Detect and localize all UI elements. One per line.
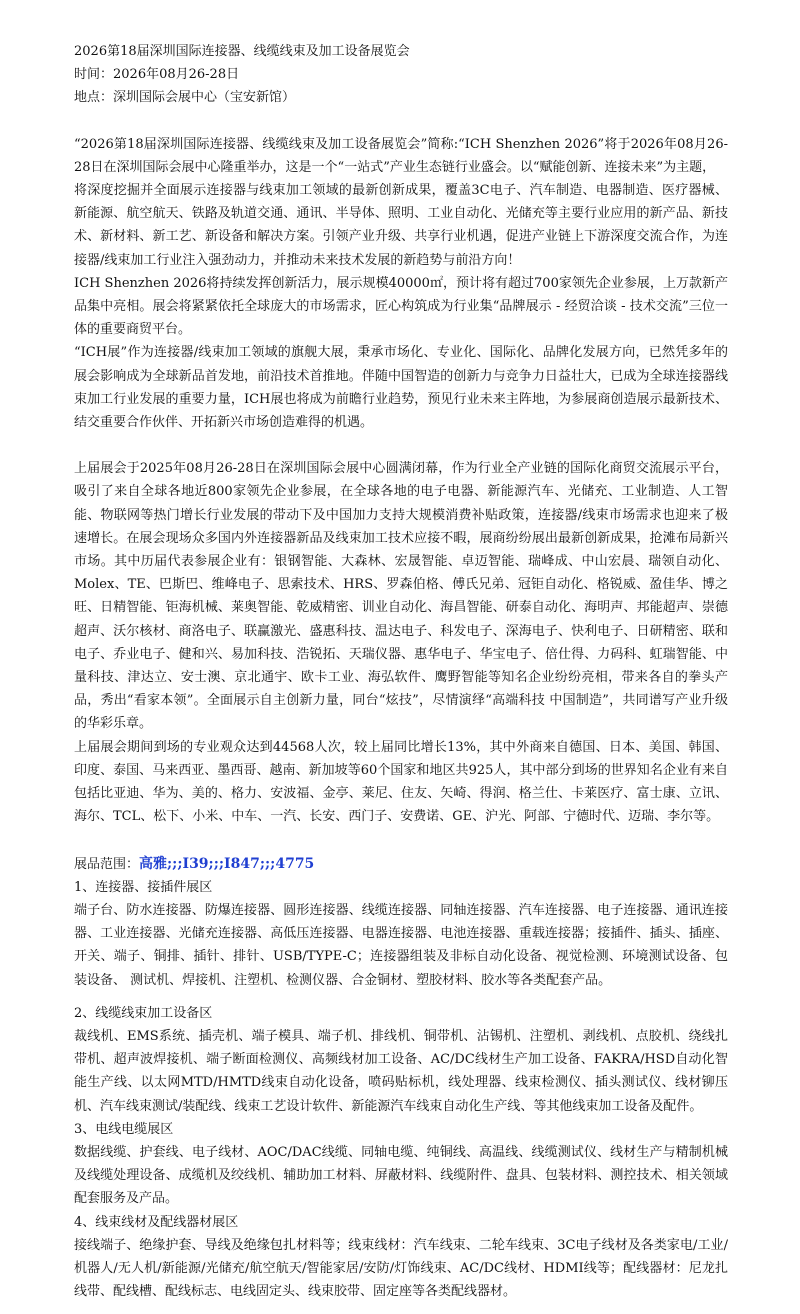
- intro-paragraph-1: “2026第18届深圳国际连接器、线缆线束及加工设备展览会”简称:“ICH Shenzhen 2026”将于2026年08月26-28日在深圳国际会展中心隆重举办，这是一个“一站式”产业生态链行业盛会。以“赋能创新、连接未来”为主题，: [74, 136, 728, 175]
- area-1-title: 1、连接器、接插件展区: [74, 879, 213, 895]
- area-3-text: 数据线缆、护套线、电子线材、AOC/DAC线缆、同轴电缆、纯铜线、高温线、线缆测试仪、线材生产与精制机械及线缆处理设备、成缆机及绞线机、辅助加工材料、屏蔽材料、线缆附件、盘具、包装材料、测控技术、相关领域配套服务及产品。: [74, 1144, 728, 1207]
- intro-paragraph-2: 将深度挖掘并全面展示连接器与线束加工领域的最新创新成果，覆盖3C电子、汽车制造、电器制造、医疗器械、新能源、航空航天、铁路及轨道交通、通讯、半导体、照明、工业自动化、光储充等主要行业应用的新产品、新技术、新材料、新工艺、新设备和解决方案。引领产业升级、共享行业机遇，促进产业链上下游深度交流合作，为连接器/线束加工行业注入强劲动力，并推动未来技术发展的新趋势与前沿方向！: [74, 183, 728, 268]
- intro-paragraph-3: ICH Shenzhen 2026将持续发挥创新活力，展示规模40000㎡，预计将有超过700家领先企业参展，上万款新产品集中亮相。展会将紧紧依托全球庞大的市场需求，匠心构筑成为行业集“品牌展示 - 经贸洽谈 - 技术交流”三位一体的重要商贸平台。: [74, 275, 728, 338]
- blank-line: [74, 992, 728, 1002]
- exhibition-title: 2026第18届深圳国际连接器、线缆线束及加工设备展览会: [74, 44, 410, 59]
- blank-line: [74, 110, 728, 133]
- contact-highlight: 高雅;;;I39;;;I847;;;4775: [139, 855, 315, 872]
- review-paragraph-1: 上届展会于2025年08月26-28日在深圳国际会展中心圆满闭幕，作为行业全产业链的国际化商贸交流展示平台，吸引了来自全球各地近800家领先企业参展，在全球各地的电子电器、新能源汽车、光储充、工业制造、人工智能、物联网等热门增长行业发展的带动下及中国加力支持大规模消费补贴政策，连接器/线束市场需求也迎来了极速增长。在展会现场众多国内外连接器新品及线束加工技术应接不暇，展商纷纷展出最新创新成果，抢滩布局新兴市场。其中历届代表参展企业有：银钢智能、大森林、宏晟智能、卓迈智能、瑞峰成、中山宏晨、瑞领自动化、Molex、TE、巴斯巴、维峰电子、思索技术、HRS、罗森伯格、傅氏兄弟、冠钜自动化、格锐威、盈佳华、博之旺、日精智能、钜海机械、莱奥智能、乾威精密、训业自动化、海昌智能、研泰自动化、海明声、邦能超声、崇德超声、沃尔核材、商洛电子、联赢激光、盛惠科技、温达电子、科发电子、深海电子、快利电子、日研精密、联和电子、乔业电子、健和兴、易加科技、浩锐拓、天瑞仪器、惠华电子、华宝电子、倍仕得、力码科、虹瑞智能、中量科技、津达立、安士澳、京北通宇、欧卡工业、海弘软件、鹰野智能等知名企业纷纷亮相，带来各自的拳头产品，秀出“看家本领”。全面展示自主创新力量，同台“炫技”，尽情演绎“高端科技 中国制造”，共同谱写产业升级的华彩乐章。: [74, 461, 728, 732]
- area-4-text: 接线端子、绝缘护套、导线及绝缘包扎材料等；线束线材：汽车线束、二轮车线束、3C电子线材及各类家电/工业/机器人/无人机/新能源/光储充/航空航天/智能家居/安防/灯饰线束、AC/DC线材、HDMI线等；配线器材：尼龙扎线带、配线槽、配线标志、电线固定头、线束胶带、固定座等各类配线器材。: [74, 1237, 728, 1300]
- scope-label: 展品范围：: [74, 856, 140, 872]
- blank-line: [74, 829, 728, 853]
- intro-paragraph-4: “ICH展”作为连接器/线束加工领域的旗舰大展，秉承市场化、专业化、国际化、品牌化发展方向，已然凭多年的展会影响成为全球新品首发地，前沿技术首推地。伴随中国智造的创新力与竞争力日益壮大，已成为全球连接器线束加工行业发展的重要力量，ICH展也将成为前瞻行业趋势，预见行业未来主阵地，为参展商创造展示最新技术、结交重要合作伙伴、开拓新兴市场创造难得的机遇。: [74, 345, 728, 431]
- area-3-title: 3、电线电缆展区: [74, 1121, 174, 1137]
- scope-heading: [74, 853, 728, 876]
- area-1-text: 端子台、防水连接器、防爆连接器、圆形连接器、线缆连接器、同轴连接器、汽车连接器、电子连接器、通讯连接器、工业连接器、光储充连接器、高低压连接器、电器连接器、电池连接器、重载连接器；接插件、插头、插座、开关、端子、铜排、插针、排针、USB/TYPE-C；连接器组装及非标自动化设备、视觉检测、环境测试设备、包装设备、 测试机、焊接机、注塑机、检测仪器、合金铜材、塑胶材料、胶水等各类配套产品。: [74, 902, 728, 988]
- exhibition-time: 时间：2026年08月26-28日: [74, 67, 240, 83]
- review-paragraph-2: 上届展会期间到场的专业观众达到44568人次，较上届同比增长13%，其中外商来自德国、日本、美国、韩国、印度、泰国、马来西亚、墨西哥、越南、新加坡等60个国家和地区共925人，其中部分到场的世界知名企业有来自包括比亚迪、华为、美的、格力、安波福、金亭、莱尼、住友、矢崎、得润、格兰仕、卡莱医疗、富士康、立讯、海尔、TCL、松下、小米、中车、一汽、长安、西门子、安费诺、GE、沪光、阿部、宁德时代、迈瑞、李尔等。: [74, 739, 728, 825]
- area-2-title: 2、线缆线束加工设备区: [74, 1005, 213, 1021]
- area-2-text: 裁线机、EMS系统、插壳机、端子模具、端子机、排线机、铜带机、沾锡机、注塑机、剥线机、点胶机、绕线扎带机、超声波焊接机、端子断面检测仪、高频线材加工设备、AC/DC线材生产加工设备、FAKRA/HSD自动化智能生产线、以太网MTD/HMTD线束自动化设备，喷码贴标机，线处理器、线束检测仪、插头测试仪、线材铆压机、汽车线束测试/装配线、线束工艺设计软件、新能源汽车线束自动化生产线、等其他线束加工设备及配件。: [74, 1028, 728, 1114]
- exhibition-location: 地点：深圳国际会展中心（宝安新馆）: [74, 90, 296, 106]
- area-4-title: 4、线束线材及配线器材展区: [74, 1214, 239, 1230]
- blank-line: [74, 434, 728, 457]
